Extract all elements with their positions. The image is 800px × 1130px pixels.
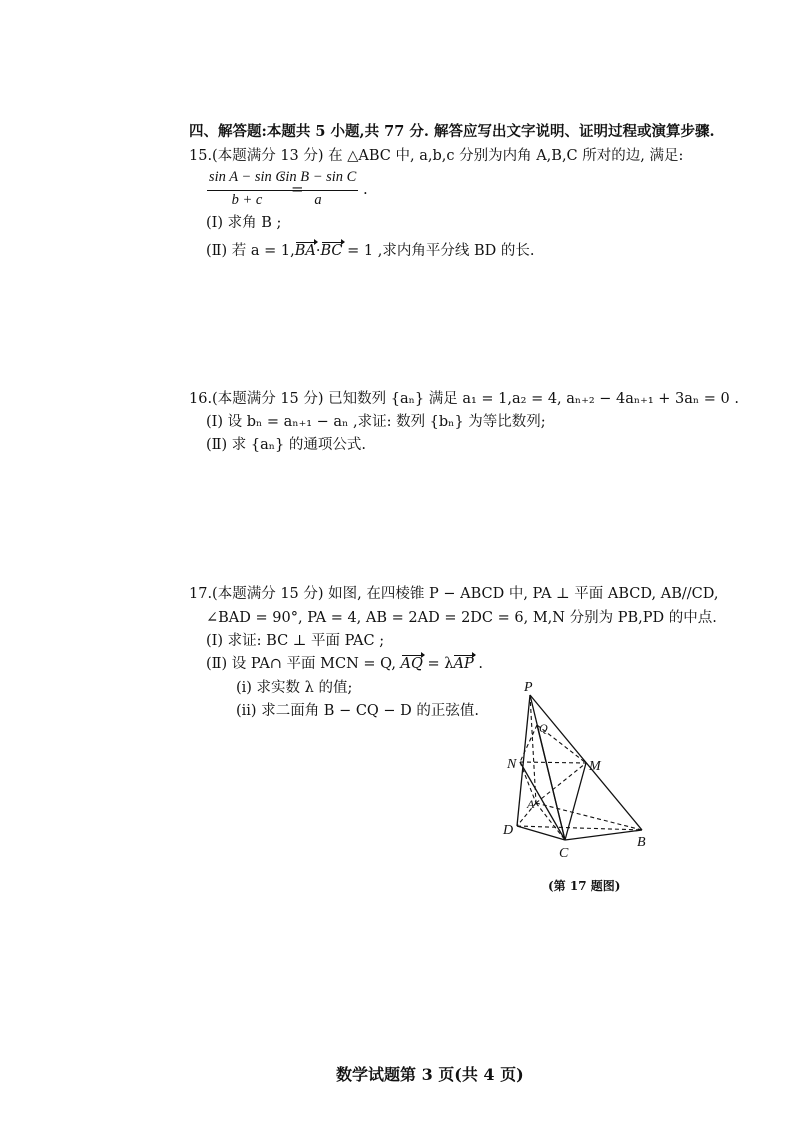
label-q: Q xyxy=(539,721,548,735)
q15-part1: (Ⅰ) 求角 B ; xyxy=(206,215,282,231)
q15-part2-dot: · xyxy=(315,243,321,259)
edge-db xyxy=(517,826,642,830)
q15-equals: = xyxy=(291,180,304,198)
q16-part1: (Ⅰ) 设 bₙ = aₙ₊₁ − aₙ ,求证: 数列 {bₙ} 为等比数列; xyxy=(206,414,546,430)
vector-ba: BA xyxy=(294,243,316,259)
q15-frac2-denominator: a xyxy=(314,192,322,208)
section-title: 四、解答题:本题共 5 小题,共 77 分. 解答应写出文字说明、证明过程或演算步骤. xyxy=(189,123,715,140)
q15-frac1-numerator: sin A − sin C xyxy=(208,169,286,185)
label-d: D xyxy=(503,823,514,838)
q15-part2-suffix: = 1 ,求内角平分线 BD 的长. xyxy=(347,243,535,259)
figure-caption: (第 17 题图) xyxy=(548,879,621,893)
page-footer: 数学试题第 3 页(共 4 页) xyxy=(336,1065,524,1084)
q15-header: 15.(本题满分 13 分) 在 △ABC 中, a,b,c 分别为内角 A,B,C 所对的边, 满足: xyxy=(189,148,684,164)
q15-period: . xyxy=(363,180,368,198)
vector-bc: BC xyxy=(320,243,343,259)
q15-part2 xyxy=(206,241,534,261)
q15-part2-prefix: (Ⅱ) 若 a = 1, xyxy=(206,243,295,259)
q17-sub1: (i) 求实数 λ 的值; xyxy=(236,680,353,696)
q17-part2 xyxy=(206,654,483,674)
label-b: B xyxy=(637,835,646,850)
q16-part2: (Ⅱ) 求 {aₙ} 的通项公式. xyxy=(206,437,366,453)
q17-part1: (Ⅰ) 求证: BC ⊥ 平面 PAC ; xyxy=(206,633,385,649)
label-c: C xyxy=(559,846,569,861)
q15-frac1-denominator: b + c xyxy=(231,192,263,208)
q17-part2-suffix: . xyxy=(478,656,483,672)
edge-qn xyxy=(520,725,537,762)
vector-aq: AQ xyxy=(400,656,423,672)
label-n: N xyxy=(507,757,517,772)
label-p: P xyxy=(524,680,533,695)
q17-part2-eq: = λ xyxy=(427,656,454,672)
q16-header: 16.(本题满分 15 分) 已知数列 {aₙ} 满足 a₁ = 1,a₂ = 4, aₙ₊₂ − 4aₙ₊₁ + 3aₙ = 0 . xyxy=(189,391,739,407)
vector-ap: AP xyxy=(453,656,474,672)
edge-pa xyxy=(530,695,536,803)
label-a: A xyxy=(527,797,535,811)
fraction-bar xyxy=(278,190,358,191)
edge-am xyxy=(536,763,586,803)
fraction-bar xyxy=(207,190,287,191)
q15-frac2-numerator: sin B − sin C xyxy=(279,169,357,185)
q17-part2-prefix: (Ⅱ) 设 PA∩ 平面 MCN = Q, xyxy=(206,656,396,672)
pyramid-figure xyxy=(490,675,660,865)
q17-sub2: (ii) 求二面角 B − CQ − D 的正弦值. xyxy=(236,703,480,719)
q15-fraction-right xyxy=(278,169,358,212)
q17-line2: ∠BAD = 90°, PA = 4, AB = 2AD = 2DC = 6, M,N 分别为 PB,PD 的中点. xyxy=(206,610,717,626)
edge-nm xyxy=(520,762,586,763)
edge-cb xyxy=(565,830,642,840)
q15-fraction-left xyxy=(207,169,287,212)
label-m: M xyxy=(589,759,601,774)
q17-header: 17.(本题满分 15 分) 如图, 在四棱锥 P − ABCD 中, PA ⊥ 平面 ABCD, AB//CD, xyxy=(189,586,719,602)
